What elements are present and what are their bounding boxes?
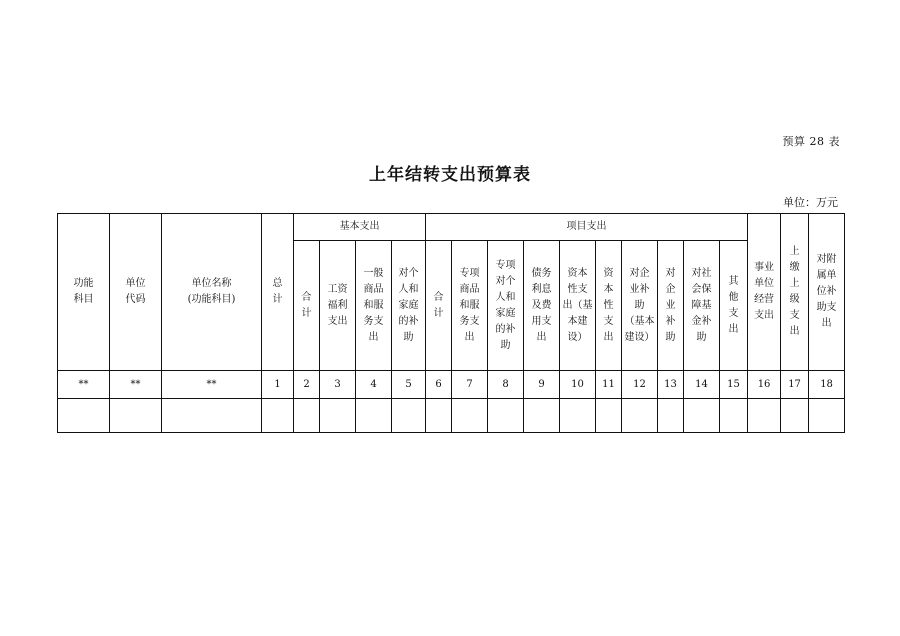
unit-label: 单位：万元 bbox=[783, 196, 838, 209]
header-project-col: 专项 商品 和服 务支 出 bbox=[452, 241, 488, 371]
header-basic-col: 对个 人和 家庭 的补 助 bbox=[392, 241, 426, 371]
empty-cell bbox=[684, 399, 720, 433]
column-number: 9 bbox=[524, 371, 560, 399]
column-number: 6 bbox=[426, 371, 452, 399]
empty-cell bbox=[392, 399, 426, 433]
empty-cell bbox=[262, 399, 294, 433]
column-number: 15 bbox=[720, 371, 748, 399]
empty-cell bbox=[748, 399, 781, 433]
header-project-expenditure: 项目支出 bbox=[426, 214, 748, 241]
column-number: 14 bbox=[684, 371, 720, 399]
form-number: 预算 28 表 bbox=[782, 135, 840, 148]
empty-cell bbox=[560, 399, 596, 433]
header-tail-col: 事业 单位 经营 支出 bbox=[748, 214, 781, 371]
header-tail-col: 对附 属单 位补 助支 出 bbox=[809, 214, 845, 371]
code-cell: ** bbox=[162, 371, 262, 399]
header-basic-expenditure: 基本支出 bbox=[294, 214, 426, 241]
empty-cell bbox=[356, 399, 392, 433]
empty-cell bbox=[809, 399, 845, 433]
header-project-col: 对 企 业 补 助 bbox=[658, 241, 684, 371]
empty-cell bbox=[162, 399, 262, 433]
column-number: 5 bbox=[392, 371, 426, 399]
empty-cell bbox=[110, 399, 162, 433]
column-number: 11 bbox=[596, 371, 622, 399]
column-number: 2 bbox=[294, 371, 320, 399]
column-number: 7 bbox=[452, 371, 488, 399]
column-number: 8 bbox=[488, 371, 524, 399]
empty-cell bbox=[488, 399, 524, 433]
column-number: 16 bbox=[748, 371, 781, 399]
header-project-col: 资 本 性 支 出 bbox=[596, 241, 622, 371]
header-project-col: 对企 业补 助 （基本 建设） bbox=[622, 241, 658, 371]
header-project-col: 合 计 bbox=[426, 241, 452, 371]
column-number: 1 bbox=[262, 371, 294, 399]
column-number: 3 bbox=[320, 371, 356, 399]
empty-cell bbox=[58, 399, 110, 433]
header-project-col: 专项 对个 人和 家庭 的补 助 bbox=[488, 241, 524, 371]
header-total: 总 计 bbox=[262, 214, 294, 371]
header-project-col: 对社 会保 障基 金补 助 bbox=[684, 241, 720, 371]
budget-table bbox=[57, 213, 845, 433]
column-code-row bbox=[58, 371, 845, 399]
column-number: 4 bbox=[356, 371, 392, 399]
column-number: 12 bbox=[622, 371, 658, 399]
empty-cell bbox=[622, 399, 658, 433]
empty-cell bbox=[658, 399, 684, 433]
empty-cell bbox=[294, 399, 320, 433]
header-row-groups bbox=[58, 214, 845, 241]
header-func-subject: 功能 科目 bbox=[58, 214, 110, 371]
empty-cell bbox=[720, 399, 748, 433]
header-basic-col: 合 计 bbox=[294, 241, 320, 371]
code-cell: ** bbox=[110, 371, 162, 399]
column-number: 18 bbox=[809, 371, 845, 399]
header-basic-col: 一般 商品 和服 务支 出 bbox=[356, 241, 392, 371]
empty-cell bbox=[781, 399, 809, 433]
column-number: 17 bbox=[781, 371, 809, 399]
header-project-col: 其 他 支 出 bbox=[720, 241, 748, 371]
header-tail-col: 上 缴 上 级 支 出 bbox=[781, 214, 809, 371]
header-project-col: 债务 利息 及费 用支 出 bbox=[524, 241, 560, 371]
empty-cell bbox=[320, 399, 356, 433]
header-unit-name: 单位名称 (功能科目) bbox=[162, 214, 262, 371]
column-number: 10 bbox=[560, 371, 596, 399]
column-number: 13 bbox=[658, 371, 684, 399]
empty-cell bbox=[426, 399, 452, 433]
empty-cell bbox=[524, 399, 560, 433]
empty-cell bbox=[452, 399, 488, 433]
header-project-col: 资本 性支 出（基 本建 设） bbox=[560, 241, 596, 371]
header-unit-code: 单位 代码 bbox=[110, 214, 162, 371]
page-title: 上年结转支出预算表 bbox=[369, 165, 531, 185]
header-basic-col: 工资 福利 支出 bbox=[320, 241, 356, 371]
empty-cell bbox=[596, 399, 622, 433]
empty-data-row bbox=[58, 399, 845, 433]
code-cell: ** bbox=[58, 371, 110, 399]
